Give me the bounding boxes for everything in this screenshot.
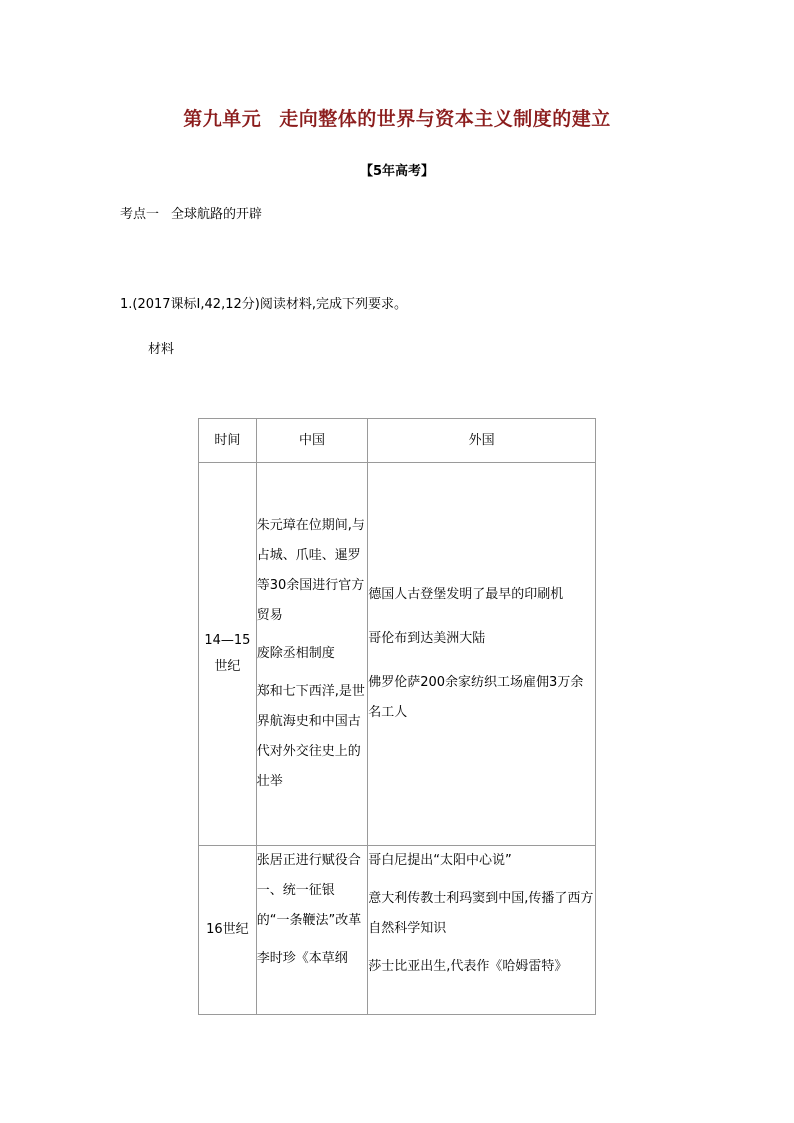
china-item: 废除丞相制度 [256,646,335,661]
subtitle: 【5年高考】 [359,164,435,179]
time-line: 16世纪 [206,922,249,937]
unit-title: 走向整体的世界与资本主义制度的建立 [279,108,611,130]
china-item: 郑和七下西洋,是世界航海史和中国古代对外交往史上的壮举 [256,684,365,789]
foreign-item: 哥白尼提出“太阳中心说” [368,853,512,868]
unit-label: 第九单元 [183,108,262,130]
foreign-item: 意大利传教士利玛窦到中国,传播了西方自然科学知识 [368,891,594,936]
material-table [198,418,596,1015]
header-china: 中国 [256,419,368,463]
table-header-row [199,419,596,463]
time-line: 14—15 [204,633,251,648]
section-name: 全球航路的开辟 [171,207,263,222]
china-item: 张居正进行赋役合一、统一征银的“一条鞭法”改革 [256,853,362,928]
foreign-item: 哥伦布到达美洲大陆 [368,631,486,646]
foreign-item: 佛罗伦萨200余家纺织工场雇佣3万余名工人 [368,675,584,720]
china-item: 朱元璋在位期间,与占城、爪哇、暹罗等30余国进行官方贸易 [256,518,365,623]
row-time [199,463,257,846]
row-foreign [368,846,596,1015]
table-row [199,463,596,846]
question-text: 1.(2017课标Ⅰ,42,12分)阅读材料,完成下列要求。 [120,297,407,312]
section-heading [120,203,262,222]
row-china [256,846,368,1015]
row-china [256,463,368,846]
foreign-item: 莎士比亚出生,代表作《哈姆雷特》 [368,959,568,974]
china-item: 李时珍《本草纲 [256,951,348,966]
section-label: 考点一 [120,207,160,222]
material-label: 材料 [148,342,175,357]
page-title [0,104,794,131]
foreign-item: 德国人古登堡发明了最早的印刷机 [368,587,564,602]
row-time [199,846,257,1015]
time-line: 世纪 [214,659,241,674]
header-time: 时间 [199,419,257,463]
table-row [199,846,596,1015]
row-foreign [368,463,596,846]
header-foreign: 外国 [368,419,596,463]
